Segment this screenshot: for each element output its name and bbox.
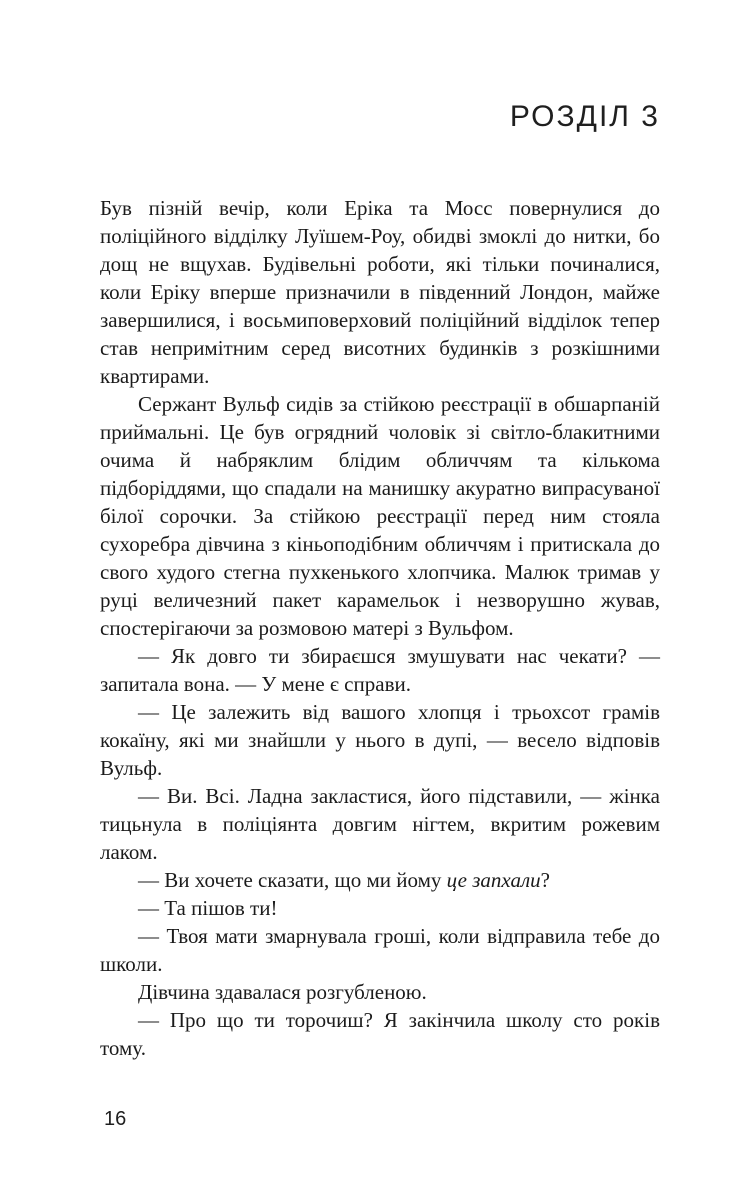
paragraph-segment: — Про що ти торочиш? Я закінчила школу сто років тому. [100,1008,660,1060]
paragraph-segment: — Ви хочете сказати, що ми йому [138,868,447,892]
paragraph [100,782,660,866]
paragraph [100,390,660,642]
paragraph-segment-italic: це запхали [446,868,541,892]
paragraph-segment: Був пізній вечір, коли Еріка та Мосс повернулися до поліційного відділку Луїшем-Роу, обидві змоклі до нитки, бо дощ не вщухав. Будівельні роботи, які тільки починалися, коли Еріку вперше призначили в південний Лондон, майже завершилися, і восьмиповерховий поліційний відділок тепер став непримітним серед висотних будинків з розкішними квартирами. [100,196,660,388]
paragraph-segment: — Твоя мати змарнувала гроші, коли відправила тебе до школи. [100,924,660,976]
body-text [100,194,660,1062]
paragraph [100,866,660,894]
chapter-title: РОЗДІЛ 3 [509,100,660,133]
paragraph-segment: — Ви. Всі. Ладна закластися, його підставили, — жінка тицьнула в поліціянта довгим нігтем, вкритим рожевим лаком. [100,784,660,864]
paragraph [100,894,660,922]
paragraph-segment: — Як довго ти збираєшся змушувати нас чекати? — запитала вона. — У мене є справи. [100,644,660,696]
paragraph [100,642,660,698]
paragraph-segment: Дівчина здавалася розгубленою. [138,980,427,1004]
paragraph-segment: Сержант Вульф сидів за стійкою реєстрації в обшарпаній приймальні. Це був огрядний чоловік зі світло-блакитними очима й набряклим блідим обличчям та кількома підборіддями, що спадали на манишку акуратно випрасуваної білої сорочки. За стійкою реєстрації перед ним стояла сухоребра дівчина з кіньоподібним обличчям і притискала до свого худого стегна пухкенького хлопчика. Малюк тримав у руці величезний пакет карамельок і незворушно жував, спостерігаючи за розмовою матері з Вульфом. [100,392,660,640]
paragraph [100,698,660,782]
paragraph-segment: — Це залежить від вашого хлопця і трьохсот грамів кокаїну, які ми знайшли у нього в дупі, — весело відповів Вульф. [100,700,660,780]
paragraph [100,194,660,390]
paragraph [100,922,660,978]
paragraph [100,1006,660,1062]
paragraph-segment: ? [540,868,550,892]
paragraph-segment: — Та пішов ти! [138,896,278,920]
page-number: 16 [104,1108,127,1130]
paragraph [100,978,660,1006]
